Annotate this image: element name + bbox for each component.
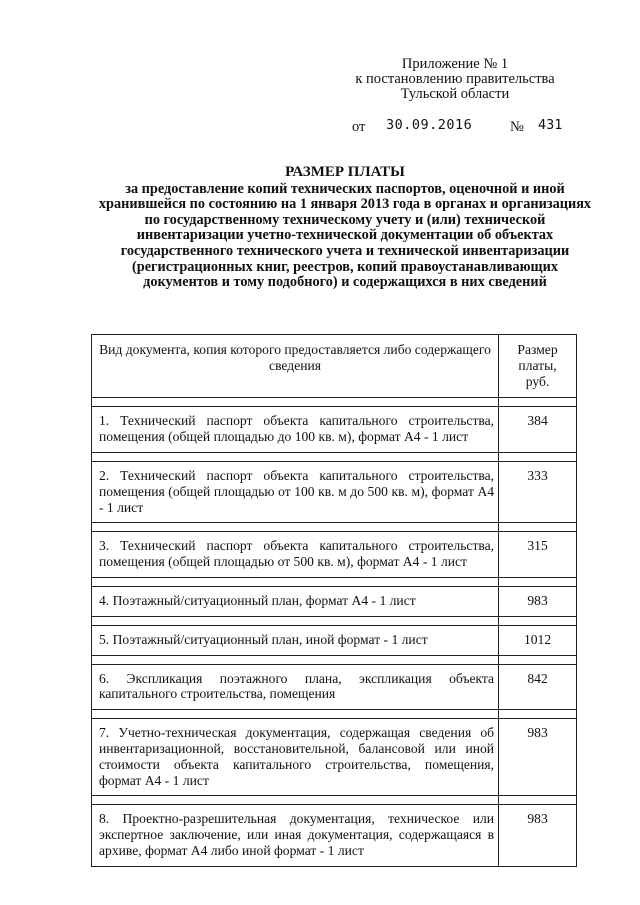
table-spacer <box>92 577 577 586</box>
resolution-dateline <box>352 117 592 137</box>
table-spacer <box>92 452 577 461</box>
table-row <box>92 664 577 710</box>
row-fee: 315 <box>499 532 577 578</box>
row-fee: 842 <box>499 664 577 710</box>
table-row <box>92 532 577 578</box>
row-description: 8. Проектно-разрешительная документация, техническое или экспертное заключение, или иная документация, содержащаяся в архиве, формат А4 либо иной формат - 1 лист <box>92 805 499 866</box>
table-spacer <box>92 710 577 719</box>
table-spacer <box>92 796 577 805</box>
resolution-number: 431 <box>538 117 563 133</box>
fee-header: Размер платы, руб. <box>499 335 577 398</box>
table-row <box>92 625 577 655</box>
row-description: 2. Технический паспорт объекта капитального строительства, помещения (общей площадью от 100 кв. м до 500 кв. м), формат А4 - 1 лист <box>92 461 499 522</box>
row-description: 7. Учетно-техническая документация, содержащая сведения об инвентаризационной, восстановительной, балансовой или иной стоимости объекта капитального строительства, помещения, формат А4 - 1 лист <box>92 719 499 796</box>
document-title: РАЗМЕР ПЛАТЫ <box>285 164 405 180</box>
row-fee: 1012 <box>499 625 577 655</box>
doc-type-header: Вид документа, копия которого предоставляется либо содержащего сведения <box>92 335 499 398</box>
table-spacer <box>92 523 577 532</box>
table-header-row <box>92 335 577 398</box>
row-description: 6. Экспликация поэтажного плана, экспликация объекта капитального строительства, помещения <box>92 664 499 710</box>
table-row <box>92 805 577 866</box>
resolution-date: 30.09.2016 <box>386 117 473 133</box>
table-spacer <box>92 616 577 625</box>
document-heading <box>95 165 595 291</box>
table-row <box>92 586 577 616</box>
row-description: 3. Технический паспорт объекта капитального строительства, помещения (общей площадью от 500 кв. м), формат А4 - 1 лист <box>92 532 499 578</box>
table-spacer <box>92 398 577 407</box>
appendix-resolution: к постановлению правительства <box>355 71 555 87</box>
fee-table <box>91 334 577 867</box>
appendix-block <box>300 57 610 102</box>
date-from-label: от <box>352 119 366 135</box>
row-fee: 983 <box>499 586 577 616</box>
appendix-number: Приложение № 1 <box>401 56 509 72</box>
row-fee: 333 <box>499 461 577 522</box>
row-fee: 983 <box>499 719 577 796</box>
table-spacer <box>92 655 577 664</box>
table-row <box>92 461 577 522</box>
row-description: 5. Поэтажный/ситуационный план, иной формат - 1 лист <box>92 625 499 655</box>
row-description: 1. Технический паспорт объекта капитального строительства, помещения (общей площадью до 100 кв. м), формат А4 - 1 лист <box>92 407 499 453</box>
row-description: 4. Поэтажный/ситуационный план, формат А4 - 1 лист <box>92 586 499 616</box>
table-row <box>92 407 577 453</box>
row-fee: 983 <box>499 805 577 866</box>
table-row <box>92 719 577 796</box>
number-label: № <box>510 119 524 135</box>
row-fee: 384 <box>499 407 577 453</box>
document-subtitle: за предоставление копий технических паспортов, оценочной и иной хранившейся по состоянию на 1 января 2013 года в органах и организациях по государственному техническому учету и (или) технической инвентаризации учетно-технической документации об объектах государственного технического учета и технической инвентаризации (регистрационных книг, реестров, копий правоустанавливающих документов и тому подобного) и содержащихся в них сведений <box>98 180 592 291</box>
appendix-region: Тульской области <box>400 86 510 102</box>
